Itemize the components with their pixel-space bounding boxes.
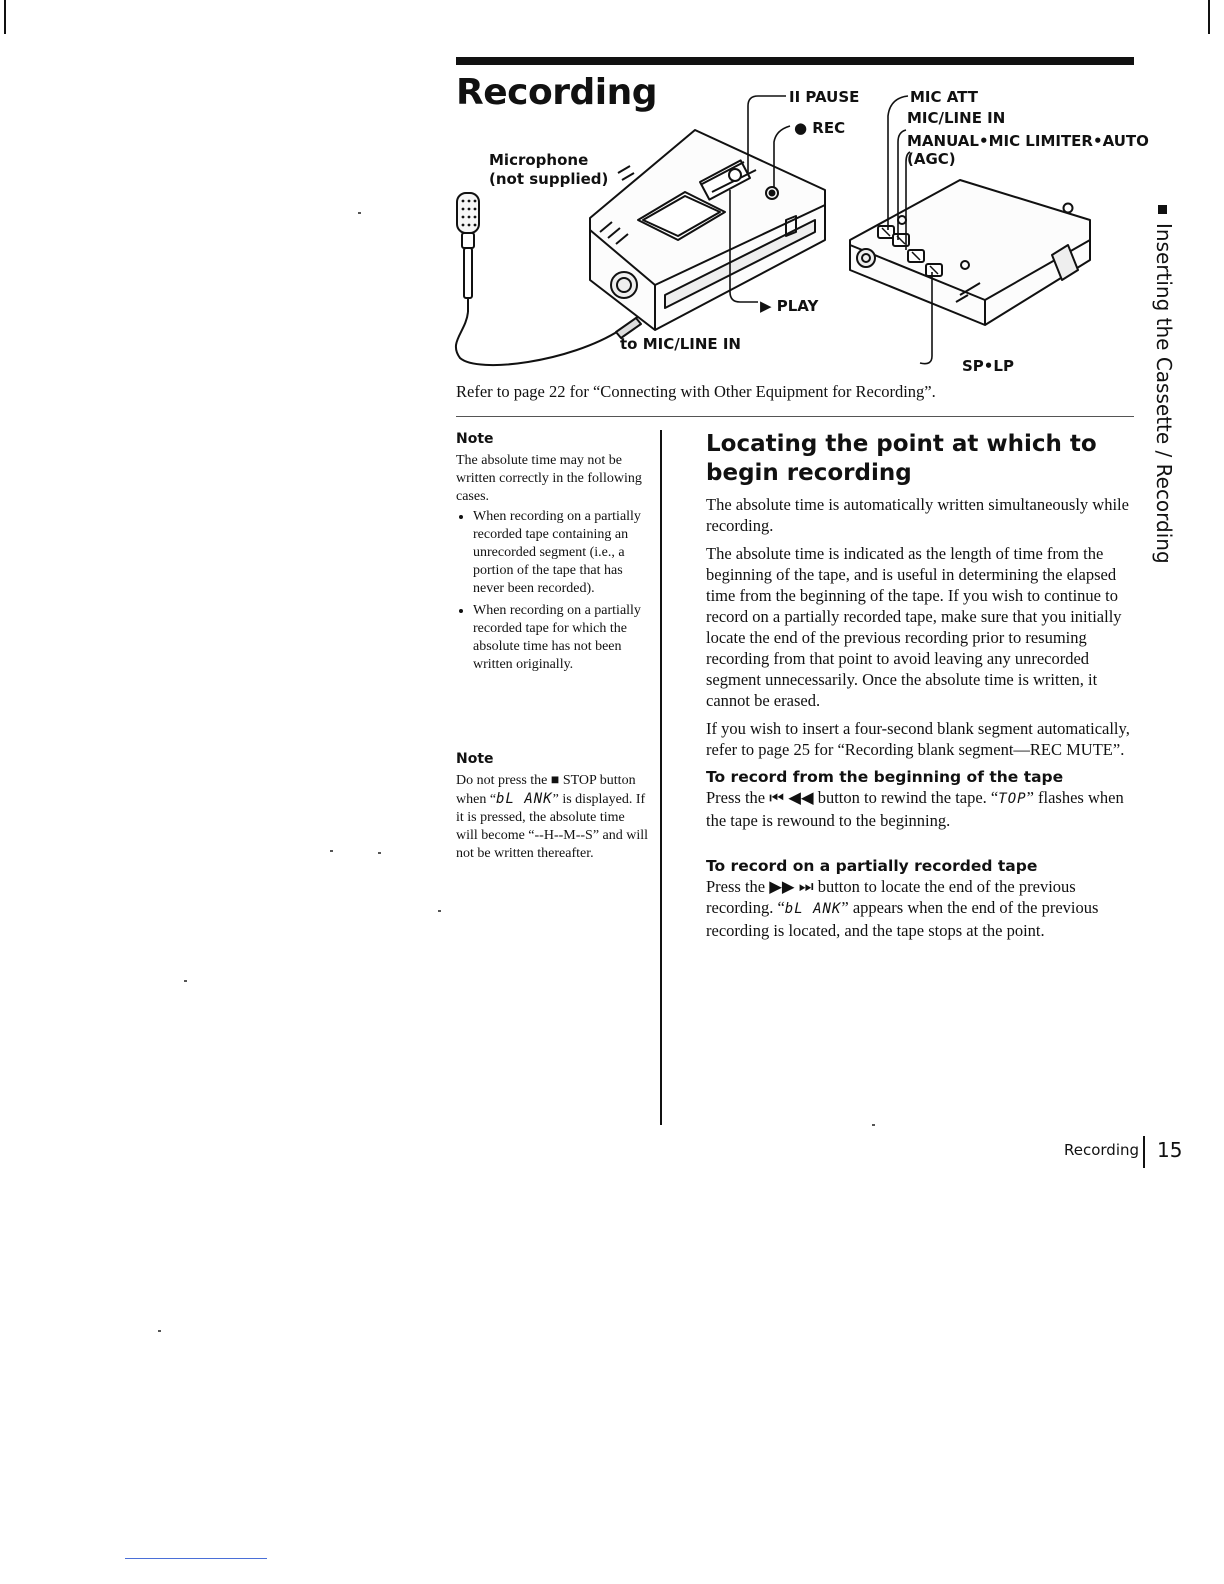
paragraph: The absolute time is indicated as the length of time from the beginning of the tape, and is useful in determining the elapsed time from the beginning of the tape. If you wish to continue to record on a partially recorded tape, make sure that you initially locate the end of the previous recording prior to resuming recording from that point to avoid leaving any unrecorded segment unnecessarily. Once the absolute time is written, it cannot be erased. <box>706 544 1122 710</box>
play-label: ▶ PLAY <box>760 297 819 315</box>
page-number: 15 <box>1157 1138 1183 1162</box>
scan-speck <box>184 980 187 982</box>
mic-cable <box>456 312 620 365</box>
scan-speck <box>158 1330 161 1332</box>
scan-speck <box>438 910 441 912</box>
right-edge-mark <box>1208 0 1210 34</box>
subsection-text-b: ” appears when the end of the previous recording is located, and the tape stops at the point. <box>706 898 1099 940</box>
manual-agc-label: MANUAL•MIC LIMITER•AUTO <box>907 132 1149 150</box>
paragraph: If you wish to insert a four-second blank segment automatically, refer to page 25 for “Recording blank segment—REC MUTE”. <box>706 719 1130 759</box>
lcd-blank-indicator: bL ANK <box>496 791 553 807</box>
note-1-intro: The absolute time may not be written correctly in the following cases. <box>456 453 642 504</box>
subsection-heading-beginning: To record from the beginning of the tape <box>706 768 1064 786</box>
mic-line-in-switch-label: MIC/LINE IN <box>907 109 1006 127</box>
subsection-text-b: ” flashes when the tape is rewound to the beginning. <box>706 788 1124 830</box>
scan-speck <box>358 212 361 214</box>
scan-speck <box>872 1124 875 1126</box>
section-divider <box>456 416 1134 417</box>
lcd-blank-indicator: bL ANK <box>784 901 842 917</box>
rec-label: ● REC <box>794 119 846 137</box>
subsection-text-partial <box>706 876 1130 941</box>
note-2-heading: Note <box>456 751 494 767</box>
footer-divider <box>1143 1136 1145 1168</box>
note-1-bullet: • When recording on a partially recorded tape containing an unrecorded segment (i.e., a portion of the tape that has never been recorded). <box>473 508 650 598</box>
top-rule <box>456 57 1134 65</box>
agc-label: (AGC) <box>907 150 956 168</box>
note-2 <box>456 750 650 863</box>
page-title: Recording <box>456 72 657 113</box>
section-heading: Locating the point at which to begin recording <box>706 431 1097 486</box>
note-1-list <box>456 508 650 674</box>
scan-speck <box>330 850 333 852</box>
mic-att-label: MIC ATT <box>910 88 978 106</box>
subsection-text-a: Press the ⏮ ◀◀ button to rewind the tape. “ <box>706 788 999 807</box>
lcd-top-indicator: TOP <box>998 791 1027 807</box>
side-tab <box>1152 205 1180 564</box>
pause-label: II PAUSE <box>789 88 860 106</box>
subsection-text-a: Press the ▶▶ ⏭ button to locate the end of the previous recording. “ <box>706 877 1076 917</box>
side-tab-label: Inserting the Cassette / Recording <box>1152 223 1176 564</box>
recorder-illustration <box>440 80 1140 380</box>
note-2-text-b: ” is displayed. If it is pressed, the absolute time will become “--H--M--S” and will not be written thereafter. <box>456 792 649 861</box>
note-1 <box>456 430 650 678</box>
left-edge-mark <box>4 0 6 34</box>
sp-lp-label: SP•LP <box>962 357 1014 375</box>
subsection-heading-partial: To record on a partially recorded tape <box>706 857 1038 875</box>
not-supplied-label: (not supplied) <box>489 170 609 188</box>
footer-section-label: Recording <box>1064 1141 1140 1159</box>
note-1-bullet: • When recording on a partially recorded tape for which the absolute time has not been written originally. <box>473 602 650 674</box>
refer-text: Refer to page 22 for “Connecting with Other Equipment for Recording”. <box>456 382 936 401</box>
main-section <box>706 430 1130 948</box>
note-2-text-a: Do not press the ■ STOP button when “ <box>456 773 636 807</box>
scan-speck <box>378 852 381 854</box>
recorder-side-view <box>850 180 1090 325</box>
to-mic-line-in-label: to MIC/LINE IN <box>620 335 741 353</box>
column-divider <box>660 430 662 1125</box>
microphone-label: Microphone <box>489 151 589 169</box>
paragraph: The absolute time is automatically written simultaneously while recording. <box>706 495 1129 535</box>
note-2-text <box>456 772 650 863</box>
note-1-heading: Note <box>456 431 494 447</box>
bottom-scan-line <box>125 1558 267 1559</box>
microphone-drawing <box>457 193 479 312</box>
subsection-text-beginning <box>706 787 1130 831</box>
side-tab-bullet-icon <box>1158 205 1167 214</box>
